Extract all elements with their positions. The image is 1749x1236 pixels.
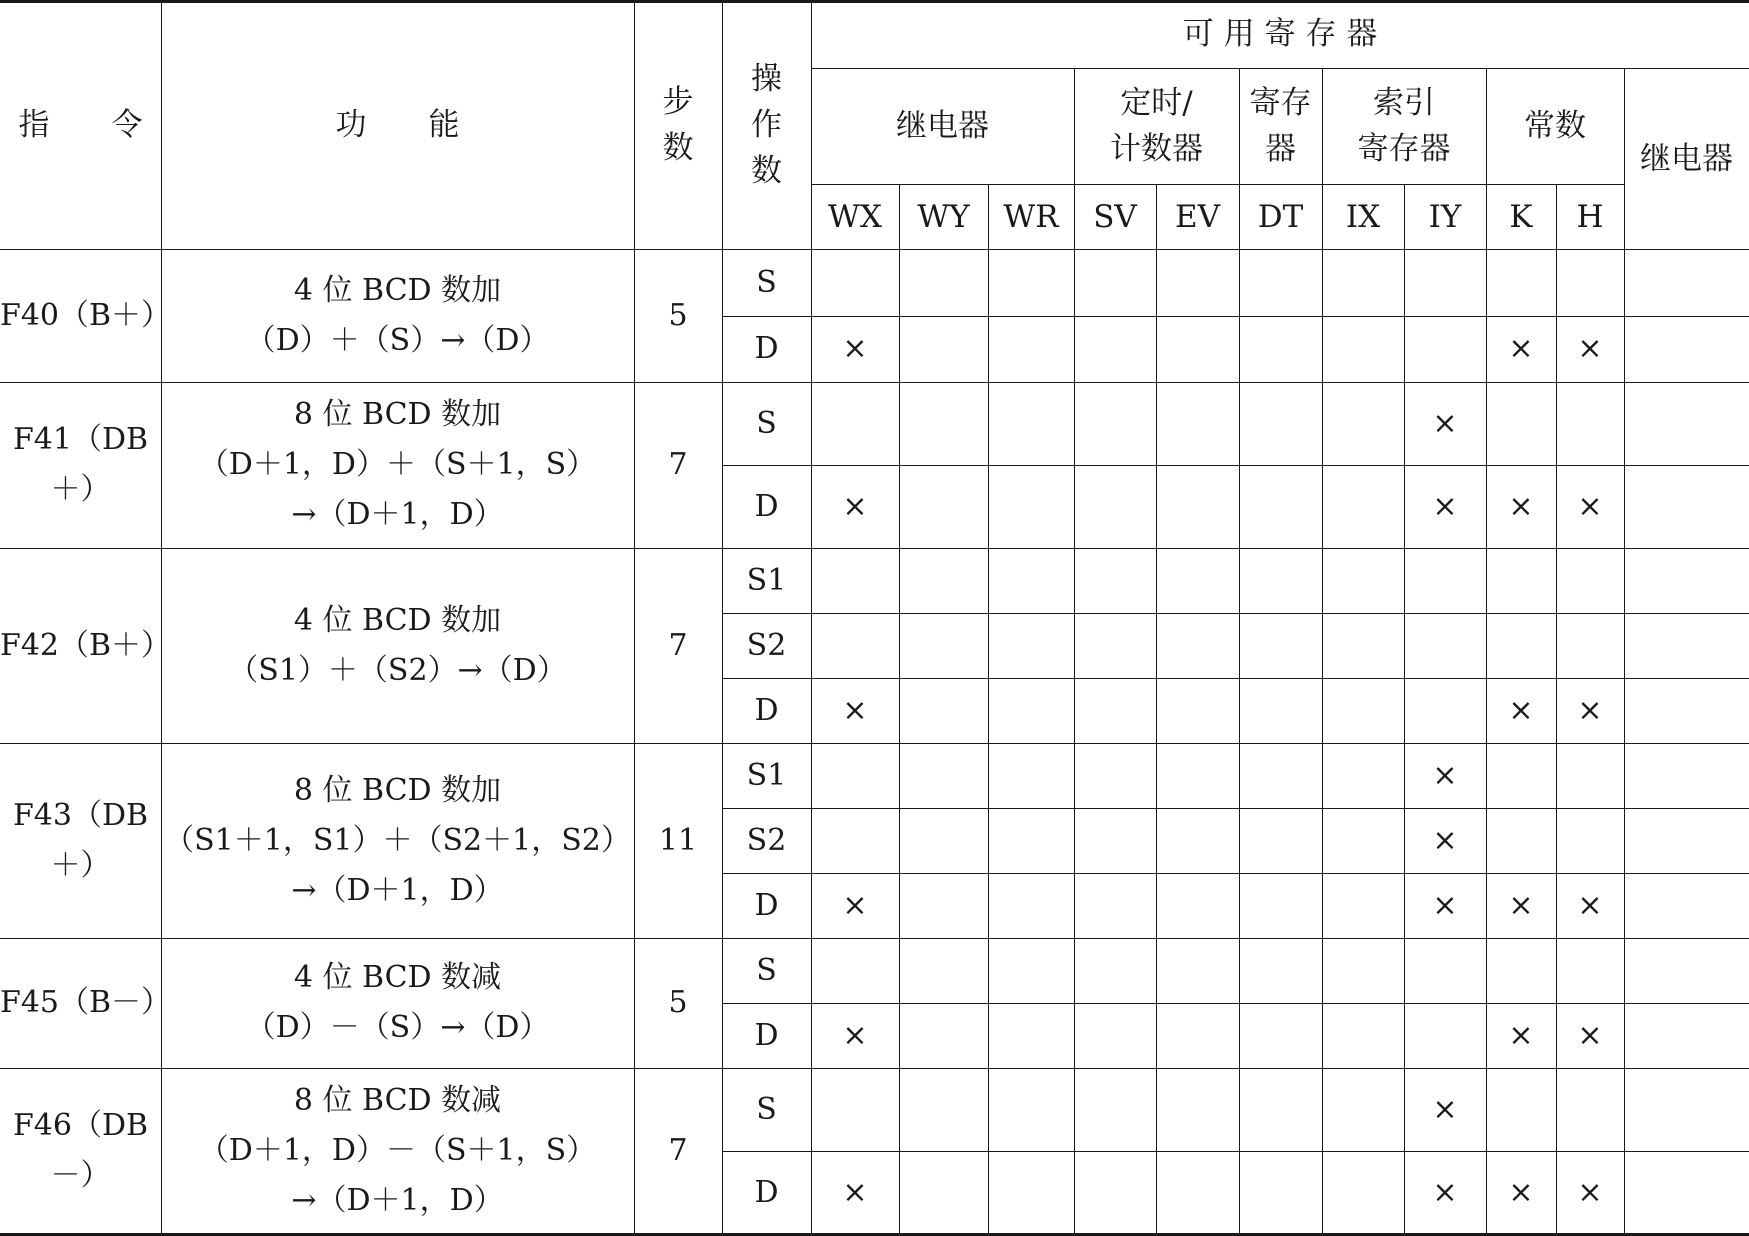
register-mark-cell: × — [1508, 1017, 1534, 1053]
register-mark-cell — [1556, 808, 1624, 873]
register-mark-cell — [1404, 938, 1486, 1003]
function-cell: 4 位 BCD 数加 （D）＋（S）→（D） — [245, 272, 550, 358]
register-mark-cell — [1322, 808, 1404, 873]
register-mark-cell — [1322, 938, 1404, 1003]
register-mark-cell — [988, 382, 1074, 465]
register-mark-cell — [1239, 938, 1322, 1003]
register-mark-cell — [1074, 465, 1156, 548]
table-rule-vertical — [1624, 249, 1625, 1234]
register-mark-cell — [1322, 548, 1404, 613]
table-rule-horizontal — [722, 316, 1749, 317]
register-mark-cell: × — [842, 1017, 868, 1053]
register-mark-cell — [811, 249, 899, 316]
register-mark-cell — [1074, 678, 1156, 743]
register-mark-cell: × — [1577, 692, 1603, 728]
register-mark-cell — [811, 743, 899, 808]
register-mark-cell — [988, 1003, 1074, 1068]
register-mark-cell — [1404, 249, 1486, 316]
steps-cell: 11 — [658, 822, 698, 858]
table-rule-horizontal — [0, 0, 1749, 3]
header-sub-wy: WY — [917, 198, 970, 235]
table-rule-vertical — [1404, 249, 1405, 1234]
register-mark-cell — [1156, 316, 1239, 382]
operand-cell: D — [754, 1017, 779, 1053]
register-mark-cell — [1239, 249, 1322, 316]
register-mark-cell — [1404, 613, 1486, 678]
register-mark-cell — [1322, 1151, 1404, 1234]
table-rule-vertical — [161, 0, 162, 249]
table-rule-horizontal — [722, 808, 1749, 809]
header-group-timer-counter: 定时/ 计数器 — [1110, 85, 1203, 167]
register-mark-cell — [1322, 743, 1404, 808]
register-mark-cell — [1239, 873, 1322, 938]
register-mark-cell — [1624, 1068, 1749, 1151]
register-mark-cell — [1556, 938, 1624, 1003]
instruction-cell: F41（DB＋） — [12, 422, 149, 507]
register-mark-cell — [1556, 1068, 1624, 1151]
register-mark-cell — [899, 316, 988, 382]
register-mark-cell — [1624, 938, 1749, 1003]
register-mark-cell: × — [1577, 1174, 1603, 1210]
table-rule-vertical — [988, 249, 989, 1234]
register-mark-cell — [1404, 678, 1486, 743]
register-mark-cell — [811, 938, 899, 1003]
register-mark-cell — [1156, 938, 1239, 1003]
register-mark-cell — [1624, 1151, 1749, 1234]
table-rule-vertical — [161, 249, 162, 1234]
register-mark-cell — [1404, 1003, 1486, 1068]
register-mark-cell — [1156, 1151, 1239, 1234]
register-mark-cell — [1624, 678, 1749, 743]
register-mark-cell — [811, 382, 899, 465]
operand-cell: S1 — [746, 757, 787, 793]
register-mark-cell — [1239, 1068, 1322, 1151]
register-mark-cell — [1556, 613, 1624, 678]
header-function: 功 能 — [335, 106, 460, 143]
operand-cell: S2 — [746, 822, 787, 858]
register-mark-cell — [1624, 382, 1749, 465]
register-mark-cell — [811, 613, 899, 678]
steps-cell: 5 — [668, 985, 688, 1020]
operand-cell: S2 — [746, 627, 787, 663]
header-instruction: 指 令 — [18, 106, 143, 143]
steps-cell: 7 — [668, 1133, 688, 1168]
register-mark-cell — [899, 808, 988, 873]
register-mark-cell — [1239, 382, 1322, 465]
register-mark-cell — [1624, 316, 1749, 382]
register-mark-cell — [988, 1068, 1074, 1151]
register-mark-cell — [1156, 249, 1239, 316]
header-group-relay: 继电器 — [896, 108, 989, 144]
register-mark-cell — [1404, 316, 1486, 382]
register-mark-cell: × — [1432, 757, 1458, 793]
table-rule-vertical — [988, 184, 989, 249]
operand-cell: D — [754, 331, 779, 366]
table-rule-vertical — [722, 0, 723, 249]
header-sub-dt: DT — [1257, 198, 1304, 235]
table-rule-vertical — [1322, 249, 1323, 1234]
header-sub-k: K — [1509, 198, 1533, 235]
steps-cell: 7 — [668, 627, 688, 663]
table-rule-vertical — [1239, 68, 1240, 249]
register-mark-cell — [1239, 1151, 1322, 1234]
table-rule-vertical — [1486, 249, 1487, 1234]
register-mark-cell: × — [1432, 405, 1458, 441]
function-cell: 8 位 BCD 数加 （D＋1，D）＋（S＋1，S） →（D＋1，D） — [198, 397, 597, 532]
register-mark-cell — [1074, 613, 1156, 678]
table-rule-vertical — [1239, 249, 1240, 1234]
register-mark-cell: × — [1577, 1017, 1603, 1053]
register-mark-cell — [988, 743, 1074, 808]
register-mark-cell — [1239, 316, 1322, 382]
header-group-constant: 常数 — [1524, 108, 1586, 144]
register-mark-cell — [1486, 743, 1556, 808]
table-rule-horizontal — [722, 873, 1749, 874]
register-mark-cell — [811, 1068, 899, 1151]
table-rule-vertical — [1556, 184, 1557, 249]
register-mark-cell — [1624, 465, 1749, 548]
register-mark-cell — [988, 938, 1074, 1003]
instruction-cell: F45（B－） — [0, 985, 172, 1020]
register-mark-cell — [1322, 1068, 1404, 1151]
register-mark-cell: × — [1432, 887, 1458, 923]
header-group-register: 寄存 器 — [1249, 85, 1312, 167]
register-mark-cell — [1156, 382, 1239, 465]
table-rule-vertical — [1156, 184, 1157, 249]
register-mark-cell — [1239, 808, 1322, 873]
operand-cell: S — [756, 405, 777, 441]
register-mark-cell — [1156, 808, 1239, 873]
register-mark-cell — [1486, 548, 1556, 613]
register-mark-cell — [1156, 1003, 1239, 1068]
table-rule-vertical — [634, 249, 635, 1234]
register-mark-cell — [988, 548, 1074, 613]
header-group-relay-right: 继电器 — [1640, 140, 1733, 177]
table-rule-horizontal — [722, 678, 1749, 679]
register-mark-cell — [1074, 938, 1156, 1003]
register-mark-cell — [1624, 743, 1749, 808]
register-mark-cell — [899, 678, 988, 743]
register-mark-cell — [988, 316, 1074, 382]
register-mark-cell — [1322, 316, 1404, 382]
register-mark-cell — [1074, 382, 1156, 465]
table-rule-horizontal — [811, 184, 1624, 185]
operand-cell: D — [754, 1174, 779, 1210]
register-mark-cell: × — [1577, 887, 1603, 923]
register-mark-cell — [1404, 548, 1486, 613]
register-mark-cell — [1322, 678, 1404, 743]
register-mark-cell — [1074, 1003, 1156, 1068]
instruction-cell: F43（DB＋） — [12, 797, 149, 883]
table-rule-vertical — [722, 249, 723, 1234]
register-mark-cell — [1239, 1003, 1322, 1068]
operand-cell: S — [756, 952, 777, 988]
register-mark-cell — [1486, 1068, 1556, 1151]
register-mark-cell — [1156, 1068, 1239, 1151]
register-mark-cell — [988, 465, 1074, 548]
register-mark-cell — [988, 678, 1074, 743]
register-mark-cell — [899, 249, 988, 316]
instruction-cell: F46（DB－） — [12, 1108, 149, 1193]
header-steps: 步 数 — [662, 83, 694, 166]
header-sub-wx: WX — [828, 198, 882, 235]
register-mark-cell: × — [842, 488, 868, 524]
register-mark-cell: × — [1508, 887, 1534, 923]
register-mark-cell — [988, 808, 1074, 873]
operand-cell: D — [754, 692, 779, 728]
table-rule-horizontal — [722, 1003, 1749, 1004]
register-mark-cell — [1156, 613, 1239, 678]
header-group-index-register: 索引 寄存器 — [1357, 85, 1451, 167]
register-mark-cell — [899, 613, 988, 678]
table-rule-vertical — [634, 0, 635, 249]
header-sub-sv: SV — [1093, 198, 1137, 235]
register-mark-cell: × — [1432, 1174, 1458, 1210]
register-mark-cell — [988, 873, 1074, 938]
header-sub-wr: WR — [1003, 198, 1059, 235]
register-mark-cell: × — [842, 887, 868, 923]
register-mark-cell: × — [1508, 692, 1534, 728]
register-mark-cell — [1624, 808, 1749, 873]
register-mark-cell — [1556, 548, 1624, 613]
register-mark-cell — [1322, 382, 1404, 465]
register-mark-cell — [1239, 548, 1322, 613]
register-mark-cell — [899, 1003, 988, 1068]
instruction-cell: F42（B＋） — [0, 627, 172, 663]
steps-cell: 5 — [668, 297, 688, 333]
table-rule-vertical — [899, 184, 900, 249]
register-mark-cell — [899, 465, 988, 548]
register-mark-cell — [899, 743, 988, 808]
register-mark-cell — [1074, 548, 1156, 613]
register-mark-cell — [1074, 1151, 1156, 1234]
steps-cell: 7 — [668, 447, 688, 482]
register-mark-cell: × — [1508, 488, 1534, 524]
register-mark-cell — [899, 938, 988, 1003]
register-mark-cell — [1239, 613, 1322, 678]
header-sub-h: H — [1576, 198, 1604, 235]
register-mark-cell — [1156, 873, 1239, 938]
register-mark-cell — [1624, 873, 1749, 938]
table-rule-vertical — [1074, 249, 1075, 1234]
register-mark-cell — [899, 1151, 988, 1234]
operand-cell: D — [754, 887, 779, 923]
table-rule-horizontal — [722, 613, 1749, 614]
register-mark-cell — [988, 1151, 1074, 1234]
register-mark-cell — [1556, 382, 1624, 465]
table-rule-vertical — [1556, 249, 1557, 1234]
operand-cell: D — [754, 488, 779, 524]
register-mark-cell — [1156, 548, 1239, 613]
register-mark-cell — [1074, 316, 1156, 382]
register-mark-cell — [1486, 249, 1556, 316]
register-mark-cell: × — [1432, 488, 1458, 524]
operand-cell: S1 — [746, 562, 787, 598]
table-rule-vertical — [811, 249, 812, 1234]
register-mark-cell — [1074, 743, 1156, 808]
register-mark-cell: × — [1432, 822, 1458, 858]
register-mark-cell: × — [1577, 331, 1603, 366]
register-mark-cell: × — [1432, 1091, 1458, 1127]
table-rule-vertical — [1156, 249, 1157, 1234]
register-mark-cell — [1556, 249, 1624, 316]
register-mark-cell — [1156, 465, 1239, 548]
register-mark-cell: × — [1508, 331, 1534, 366]
operand-cell: S — [756, 264, 777, 300]
register-mark-cell — [899, 548, 988, 613]
register-mark-cell: × — [1577, 488, 1603, 524]
register-mark-cell — [1624, 249, 1749, 316]
register-mark-cell — [1074, 249, 1156, 316]
register-mark-cell — [1074, 873, 1156, 938]
operand-cell: S — [756, 1091, 777, 1127]
register-mark-cell — [1322, 249, 1404, 316]
register-mark-cell — [1486, 613, 1556, 678]
table-rule-vertical — [1624, 68, 1625, 249]
register-mark-cell — [1624, 1003, 1749, 1068]
function-cell: 4 位 BCD 数加 （S1）＋（S2）→（D） — [228, 602, 567, 688]
table-rule-horizontal — [722, 1151, 1749, 1152]
register-mark-cell — [1239, 465, 1322, 548]
register-mark-cell — [1322, 1003, 1404, 1068]
table-rule-vertical — [1322, 68, 1323, 249]
register-mark-cell: × — [842, 1174, 868, 1210]
register-mark-cell — [988, 249, 1074, 316]
register-mark-cell — [1074, 808, 1156, 873]
table-rule-vertical — [899, 249, 900, 1234]
register-mark-cell — [1156, 743, 1239, 808]
register-mark-cell — [1239, 678, 1322, 743]
register-mark-cell — [1322, 873, 1404, 938]
register-mark-cell — [1239, 743, 1322, 808]
function-cell: 8 位 BCD 数减 （D＋1，D）－（S＋1，S） →（D＋1，D） — [198, 1083, 597, 1218]
register-mark-cell — [1556, 743, 1624, 808]
register-mark-cell: × — [1508, 1174, 1534, 1210]
register-mark-cell — [988, 613, 1074, 678]
table-rule-horizontal — [722, 465, 1749, 466]
function-cell: 8 位 BCD 数加 （S1＋1，S1）＋（S2＋1，S2） →（D＋1，D） — [164, 772, 631, 908]
table-rule-vertical — [1074, 68, 1075, 249]
function-cell: 4 位 BCD 数减 （D）－（S）→（D） — [245, 960, 550, 1045]
register-mark-cell — [899, 382, 988, 465]
table-rule-vertical — [1404, 184, 1405, 249]
register-mark-cell — [899, 1068, 988, 1151]
table-rule-vertical — [811, 0, 812, 249]
header-sub-ix: IX — [1345, 198, 1381, 235]
table-rule-horizontal — [811, 68, 1749, 69]
register-mark-cell — [1156, 678, 1239, 743]
header-sub-iy: IY — [1428, 198, 1462, 235]
register-mark-cell — [811, 548, 899, 613]
register-mark-cell — [899, 873, 988, 938]
table-rule-vertical — [1486, 68, 1487, 249]
header-available-registers: 可 用 寄 存 器 — [1182, 16, 1378, 52]
register-mark-cell — [1322, 613, 1404, 678]
register-mark-cell — [1486, 808, 1556, 873]
instruction-cell: F40（B＋） — [0, 297, 172, 333]
register-mark-cell — [1486, 382, 1556, 465]
register-mark-cell — [1486, 938, 1556, 1003]
register-mark-cell — [1074, 1068, 1156, 1151]
header-operand: 操 作 数 — [751, 60, 782, 189]
register-mark-cell: × — [842, 331, 868, 366]
register-mark-cell — [1624, 548, 1749, 613]
register-mark-cell: × — [842, 692, 868, 728]
register-mark-cell — [1322, 465, 1404, 548]
register-mark-cell — [811, 808, 899, 873]
register-mark-cell — [1624, 613, 1749, 678]
header-sub-ev: EV — [1174, 198, 1221, 235]
